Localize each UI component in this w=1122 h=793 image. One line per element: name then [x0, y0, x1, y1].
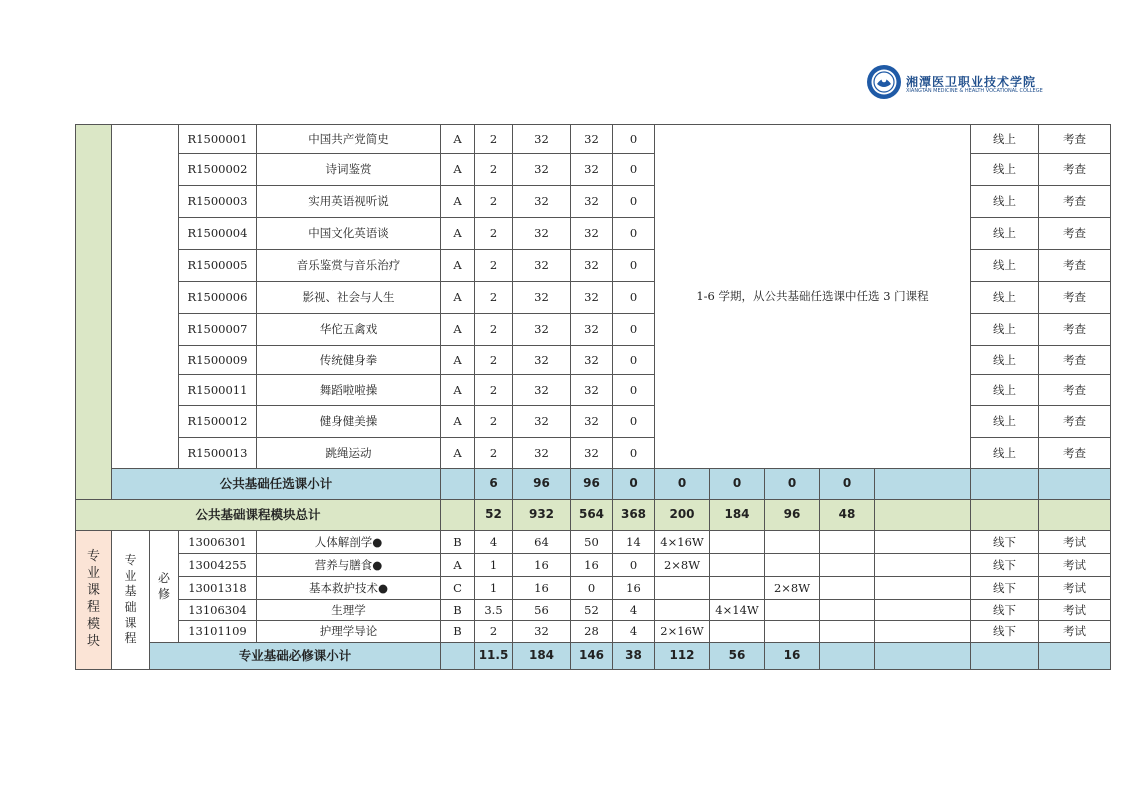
course-code: R1500004 — [179, 218, 257, 250]
course-type: B — [441, 600, 475, 621]
credit-value: 2 — [475, 282, 513, 314]
practice-hours: 4 — [613, 600, 655, 621]
total-hours: 32 — [513, 314, 571, 346]
theory-hours: 32 — [571, 406, 613, 438]
semester-2-schedule — [710, 531, 765, 554]
theory-hours: 32 — [571, 154, 613, 186]
total-hours: 32 — [513, 250, 571, 282]
subtotal-s3: 0 — [765, 469, 820, 500]
elective-note: 1-6 学期，从公共基础任选课中任选 3 门课程 — [655, 125, 971, 469]
semester-4-schedule — [820, 531, 875, 554]
module-total-empty — [1039, 500, 1111, 531]
course-type: C — [441, 577, 475, 600]
subtotal-empty — [820, 643, 875, 670]
total-hours: 32 — [513, 621, 571, 643]
semester-2-schedule — [710, 621, 765, 643]
course-name: 传统健身拳 — [257, 346, 441, 375]
remark-cell — [875, 577, 971, 600]
assessment-method: 考试 — [1039, 554, 1111, 577]
remark-cell — [875, 531, 971, 554]
credit-value: 2 — [475, 375, 513, 406]
semester-1-schedule — [655, 577, 710, 600]
semester-1-schedule — [655, 600, 710, 621]
theory-hours: 16 — [571, 554, 613, 577]
subtotal-empty — [875, 643, 971, 670]
table-row — [76, 531, 1111, 554]
course-code: 13106304 — [179, 600, 257, 621]
course-code: 13004255 — [179, 554, 257, 577]
course-name: 生理学 — [257, 600, 441, 621]
teaching-mode: 线下 — [971, 554, 1039, 577]
credit-value: 2 — [475, 186, 513, 218]
practice-hours: 0 — [613, 438, 655, 469]
teaching-mode: 线上 — [971, 406, 1039, 438]
total-hours: 32 — [513, 186, 571, 218]
semester-4-schedule — [820, 577, 875, 600]
module-total-credit: 52 — [475, 500, 513, 531]
module-total-type — [441, 500, 475, 531]
required-label: 必修 — [157, 570, 170, 601]
semester-3-schedule — [765, 621, 820, 643]
subtotal-label: 专业基础必修课小计 — [150, 643, 441, 670]
semester-1-schedule: 2×8W — [655, 554, 710, 577]
course-code: 13001318 — [179, 577, 257, 600]
theory-hours: 50 — [571, 531, 613, 554]
theory-hours: 52 — [571, 600, 613, 621]
semester-4-schedule — [820, 554, 875, 577]
category-cell-professional — [112, 531, 150, 670]
assessment-method: 考查 — [1039, 186, 1111, 218]
theory-hours: 32 — [571, 186, 613, 218]
category-label-professional: 专业基础课程 — [124, 553, 137, 646]
total-hours: 32 — [513, 406, 571, 438]
semester-2-schedule: 4×14W — [710, 600, 765, 621]
total-hours: 32 — [513, 125, 571, 154]
college-logo — [866, 64, 1043, 104]
practice-hours: 0 — [613, 125, 655, 154]
theory-hours: 32 — [571, 125, 613, 154]
assessment-method: 考查 — [1039, 438, 1111, 469]
course-name: 跳绳运动 — [257, 438, 441, 469]
credit-value: 1 — [475, 577, 513, 600]
course-type: B — [441, 531, 475, 554]
course-code: R1500003 — [179, 186, 257, 218]
assessment-method: 考查 — [1039, 314, 1111, 346]
course-name: 影视、社会与人生 — [257, 282, 441, 314]
table-row — [76, 125, 1111, 154]
theory-hours: 32 — [571, 346, 613, 375]
teaching-mode: 线下 — [971, 577, 1039, 600]
module-total-label: 公共基础课程模块总计 — [76, 500, 441, 531]
assessment-method: 考查 — [1039, 375, 1111, 406]
module-cell-public — [76, 125, 112, 500]
semester-3-schedule — [765, 554, 820, 577]
course-type: A — [441, 438, 475, 469]
assessment-method: 考查 — [1039, 218, 1111, 250]
semester-4-schedule — [820, 600, 875, 621]
course-name: 中国共产党简史 — [257, 125, 441, 154]
credit-value: 2 — [475, 250, 513, 282]
credit-value: 2 — [475, 125, 513, 154]
table-row — [76, 577, 1111, 600]
course-name: 人体解剖学● — [257, 531, 441, 554]
college-name: 湘潭医卫职业技术学院 — [906, 75, 1037, 89]
semester-3-schedule: 2×8W — [765, 577, 820, 600]
course-type: A — [441, 125, 475, 154]
total-hours: 56 — [513, 600, 571, 621]
module-total-empty — [971, 500, 1039, 531]
subtotal-total: 184 — [513, 643, 571, 670]
remark-cell — [875, 600, 971, 621]
course-code: R1500005 — [179, 250, 257, 282]
remark-cell — [875, 621, 971, 643]
course-type: A — [441, 406, 475, 438]
semester-2-schedule — [710, 577, 765, 600]
course-code: R1500007 — [179, 314, 257, 346]
course-type: A — [441, 186, 475, 218]
module-total-total: 932 — [513, 500, 571, 531]
subtotal-s3: 16 — [765, 643, 820, 670]
module-total-empty — [875, 500, 971, 531]
course-code: R1500001 — [179, 125, 257, 154]
course-type: B — [441, 621, 475, 643]
module-cell-professional — [76, 531, 112, 670]
module-total-row — [76, 500, 1111, 531]
teaching-mode: 线上 — [971, 218, 1039, 250]
assessment-method: 考试 — [1039, 621, 1111, 643]
theory-hours: 32 — [571, 250, 613, 282]
course-name: 中国文化英语谈 — [257, 218, 441, 250]
course-type: A — [441, 218, 475, 250]
total-hours: 64 — [513, 531, 571, 554]
theory-hours: 0 — [571, 577, 613, 600]
module-total-theory: 564 — [571, 500, 613, 531]
course-code: R1500013 — [179, 438, 257, 469]
practice-hours: 0 — [613, 346, 655, 375]
credit-value: 4 — [475, 531, 513, 554]
teaching-mode: 线上 — [971, 125, 1039, 154]
subtotal-empty — [1039, 469, 1111, 500]
curriculum-table-body — [76, 125, 1111, 670]
course-type: A — [441, 554, 475, 577]
practice-hours: 0 — [613, 218, 655, 250]
course-name: 诗词鉴赏 — [257, 154, 441, 186]
subtotal-s1: 112 — [655, 643, 710, 670]
assessment-method: 考试 — [1039, 600, 1111, 621]
assessment-method: 考查 — [1039, 154, 1111, 186]
credit-value: 2 — [475, 218, 513, 250]
assessment-method: 考试 — [1039, 577, 1111, 600]
teaching-mode: 线上 — [971, 154, 1039, 186]
module-total-s2: 184 — [710, 500, 765, 531]
course-type: A — [441, 250, 475, 282]
assessment-method: 考查 — [1039, 125, 1111, 154]
semester-3-schedule — [765, 531, 820, 554]
course-code: 13006301 — [179, 531, 257, 554]
credit-value: 2 — [475, 154, 513, 186]
total-hours: 32 — [513, 154, 571, 186]
course-type: A — [441, 282, 475, 314]
assessment-method: 考查 — [1039, 406, 1111, 438]
teaching-mode: 线上 — [971, 438, 1039, 469]
subtotal-s4: 0 — [820, 469, 875, 500]
credit-value: 2 — [475, 346, 513, 375]
subtotal-empty — [971, 469, 1039, 500]
subtotal-total: 96 — [513, 469, 571, 500]
course-type: A — [441, 346, 475, 375]
course-type: A — [441, 314, 475, 346]
subtotal-s2: 56 — [710, 643, 765, 670]
course-name: 健身健美操 — [257, 406, 441, 438]
semester-4-schedule — [820, 621, 875, 643]
college-english-name: XIANGTAN MEDICINE & HEALTH VOCATIONAL COLLEGE — [906, 88, 1043, 94]
module-total-practice: 368 — [613, 500, 655, 531]
teaching-mode: 线上 — [971, 375, 1039, 406]
assessment-method: 考查 — [1039, 282, 1111, 314]
module-total-s1: 200 — [655, 500, 710, 531]
subtotal-row — [76, 643, 1111, 670]
table-row — [76, 600, 1111, 621]
practice-hours: 0 — [613, 154, 655, 186]
practice-hours: 4 — [613, 621, 655, 643]
required-cell — [150, 531, 179, 643]
subtotal-row — [76, 469, 1111, 500]
practice-hours: 0 — [613, 250, 655, 282]
teaching-mode: 线下 — [971, 600, 1039, 621]
subtotal-theory: 96 — [571, 469, 613, 500]
credit-value: 2 — [475, 438, 513, 469]
subtotal-credit: 6 — [475, 469, 513, 500]
practice-hours: 0 — [613, 375, 655, 406]
subtotal-practice: 38 — [613, 643, 655, 670]
subtotal-practice: 0 — [613, 469, 655, 500]
total-hours: 32 — [513, 346, 571, 375]
theory-hours: 32 — [571, 282, 613, 314]
total-hours: 32 — [513, 218, 571, 250]
subtotal-empty — [1039, 643, 1111, 670]
course-name: 实用英语视听说 — [257, 186, 441, 218]
course-name: 营养与膳食● — [257, 554, 441, 577]
course-code: 13101109 — [179, 621, 257, 643]
course-name: 华佗五禽戏 — [257, 314, 441, 346]
assessment-method: 考查 — [1039, 250, 1111, 282]
subtotal-s2: 0 — [710, 469, 765, 500]
subtotal-credit: 11.5 — [475, 643, 513, 670]
course-code: R1500012 — [179, 406, 257, 438]
theory-hours: 32 — [571, 438, 613, 469]
practice-hours: 0 — [613, 406, 655, 438]
teaching-mode: 线下 — [971, 621, 1039, 643]
course-name: 舞蹈啦啦操 — [257, 375, 441, 406]
credit-value: 2 — [475, 621, 513, 643]
curriculum-table — [75, 124, 1111, 670]
module-total-s4: 48 — [820, 500, 875, 531]
college-seal-icon — [866, 64, 902, 100]
teaching-mode: 线上 — [971, 346, 1039, 375]
credit-value: 3.5 — [475, 600, 513, 621]
subtotal-empty — [875, 469, 971, 500]
total-hours: 32 — [513, 375, 571, 406]
course-type: A — [441, 154, 475, 186]
subtotal-empty — [971, 643, 1039, 670]
total-hours: 16 — [513, 577, 571, 600]
teaching-mode: 线下 — [971, 531, 1039, 554]
subtotal-type — [441, 643, 475, 670]
teaching-mode: 线上 — [971, 250, 1039, 282]
subtotal-s1: 0 — [655, 469, 710, 500]
remark-cell — [875, 554, 971, 577]
course-code: R1500011 — [179, 375, 257, 406]
subtotal-type — [441, 469, 475, 500]
course-name: 基本救护技术● — [257, 577, 441, 600]
total-hours: 16 — [513, 554, 571, 577]
teaching-mode: 线上 — [971, 282, 1039, 314]
course-name: 护理学导论 — [257, 621, 441, 643]
course-type: A — [441, 375, 475, 406]
practice-hours: 16 — [613, 577, 655, 600]
assessment-method: 考查 — [1039, 346, 1111, 375]
course-code: R1500006 — [179, 282, 257, 314]
table-row — [76, 621, 1111, 643]
category-cell-public — [112, 125, 179, 469]
credit-value: 2 — [475, 406, 513, 438]
practice-hours: 14 — [613, 531, 655, 554]
theory-hours: 28 — [571, 621, 613, 643]
theory-hours: 32 — [571, 314, 613, 346]
semester-2-schedule — [710, 554, 765, 577]
module-total-s3: 96 — [765, 500, 820, 531]
table-row — [76, 554, 1111, 577]
teaching-mode: 线上 — [971, 314, 1039, 346]
practice-hours: 0 — [613, 186, 655, 218]
credit-value: 1 — [475, 554, 513, 577]
assessment-method: 考试 — [1039, 531, 1111, 554]
practice-hours: 0 — [613, 314, 655, 346]
total-hours: 32 — [513, 282, 571, 314]
subtotal-theory: 146 — [571, 643, 613, 670]
practice-hours: 0 — [613, 554, 655, 577]
teaching-mode: 线上 — [971, 186, 1039, 218]
subtotal-label: 公共基础任选课小计 — [112, 469, 441, 500]
theory-hours: 32 — [571, 375, 613, 406]
course-code: R1500009 — [179, 346, 257, 375]
module-label-professional: 专业课程模块 — [86, 549, 100, 649]
practice-hours: 0 — [613, 282, 655, 314]
course-code: R1500002 — [179, 154, 257, 186]
theory-hours: 32 — [571, 218, 613, 250]
course-name: 音乐鉴赏与音乐治疗 — [257, 250, 441, 282]
total-hours: 32 — [513, 438, 571, 469]
semester-3-schedule — [765, 600, 820, 621]
semester-1-schedule: 4×16W — [655, 531, 710, 554]
credit-value: 2 — [475, 314, 513, 346]
semester-1-schedule: 2×16W — [655, 621, 710, 643]
